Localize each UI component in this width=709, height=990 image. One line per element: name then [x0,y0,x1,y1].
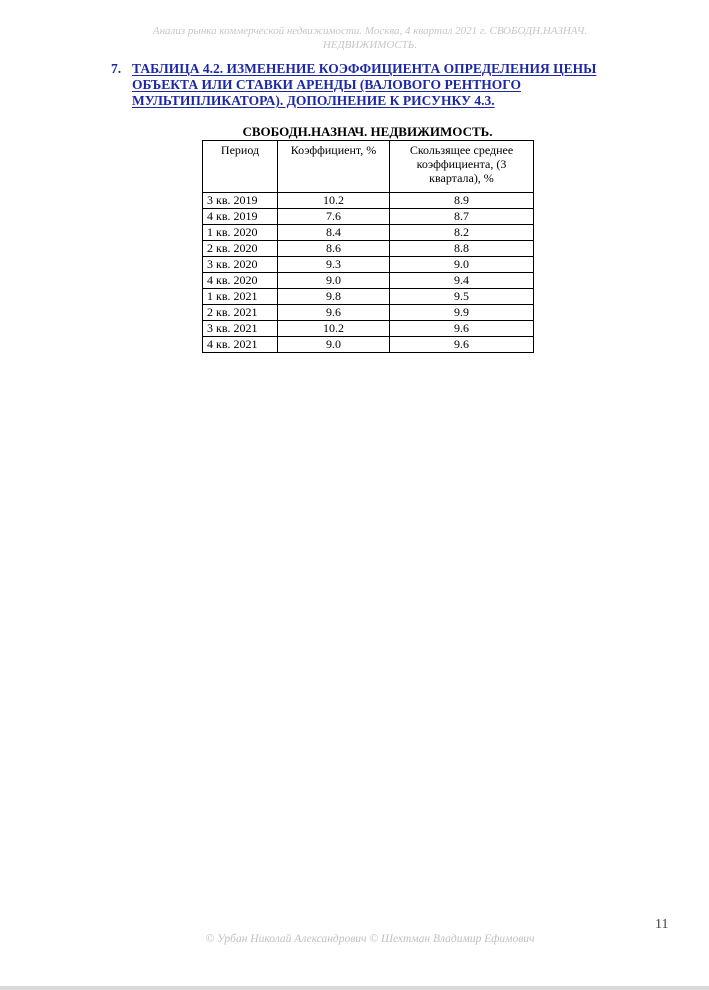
cell-period: 4 кв. 2019 [203,209,278,225]
cell-moving-average: 9.4 [390,273,534,289]
table-row [203,337,534,353]
cell-moving-average: 8.7 [390,209,534,225]
cell-coefficient: 9.0 [278,273,390,289]
page-bottom-edge [0,986,709,990]
header-period: Период [203,141,278,193]
table-row [203,241,534,257]
coefficient-table [202,140,534,353]
cell-coefficient: 9.8 [278,289,390,305]
table-header-row [203,141,534,193]
cell-period: 3 кв. 2020 [203,257,278,273]
cell-period: 2 кв. 2020 [203,241,278,257]
footer-copyright: © Урбан Николай Александрович © Шехтман Владимир Ефимович [205,933,535,945]
cell-period: 3 кв. 2019 [203,193,278,209]
running-header [100,24,640,52]
cell-moving-average: 8.9 [390,193,534,209]
table-row [203,209,534,225]
running-header-line-1: Анализ рынка коммерческой недвижимости. Москва, 4 квартал 2021 г. СВОБОДН.НАЗНАЧ. [152,25,588,37]
cell-period: 4 кв. 2021 [203,337,278,353]
table-row [203,289,534,305]
running-header-line-2: НЕДВИЖИМОСТЬ. [322,39,418,51]
cell-moving-average: 8.8 [390,241,534,257]
table-row [203,257,534,273]
table-row [203,225,534,241]
section-number: 7. [111,61,122,76]
cell-period: 1 кв. 2020 [203,225,278,241]
cell-moving-average: 9.6 [390,321,534,337]
header-moving-average: Скользящее среднее коэффициента, (3 квартала), % [390,141,534,193]
cell-moving-average: 9.5 [390,289,534,305]
cell-period: 4 кв. 2020 [203,273,278,289]
cell-coefficient: 10.2 [278,321,390,337]
cell-coefficient: 10.2 [278,193,390,209]
cell-coefficient: 8.6 [278,241,390,257]
cell-coefficient: 9.6 [278,305,390,321]
cell-coefficient: 7.6 [278,209,390,225]
table-row [203,321,534,337]
page-number: 11 [655,917,669,932]
header-coefficient: Коэффициент, % [278,141,390,193]
table-row [203,273,534,289]
cell-period: 3 кв. 2021 [203,321,278,337]
table-row [203,305,534,321]
cell-period: 2 кв. 2021 [203,305,278,321]
cell-moving-average: 8.2 [390,225,534,241]
cell-coefficient: 9.3 [278,257,390,273]
section-title-link[interactable]: ТАБЛИЦА 4.2. ИЗМЕНЕНИЕ КОЭФФИЦИЕНТА ОПРЕДЕЛЕНИЯ ЦЕНЫ ОБЪЕКТА ИЛИ СТАВКИ АРЕНДЫ (ВАЛОВОГО РЕНТНОГО МУЛЬТИПЛИКАТОРА). ДОПОЛНЕНИЕ К РИСУНКУ 4.3. [132,61,597,108]
table-row [203,193,534,209]
cell-coefficient: 9.0 [278,337,390,353]
cell-moving-average: 9.6 [390,337,534,353]
cell-moving-average: 9.9 [390,305,534,321]
cell-period: 1 кв. 2021 [203,289,278,305]
cell-coefficient: 8.4 [278,225,390,241]
table-caption: СВОБОДН.НАЗНАЧ. НЕДВИЖИМОСТЬ. [242,124,493,139]
cell-moving-average: 9.0 [390,257,534,273]
